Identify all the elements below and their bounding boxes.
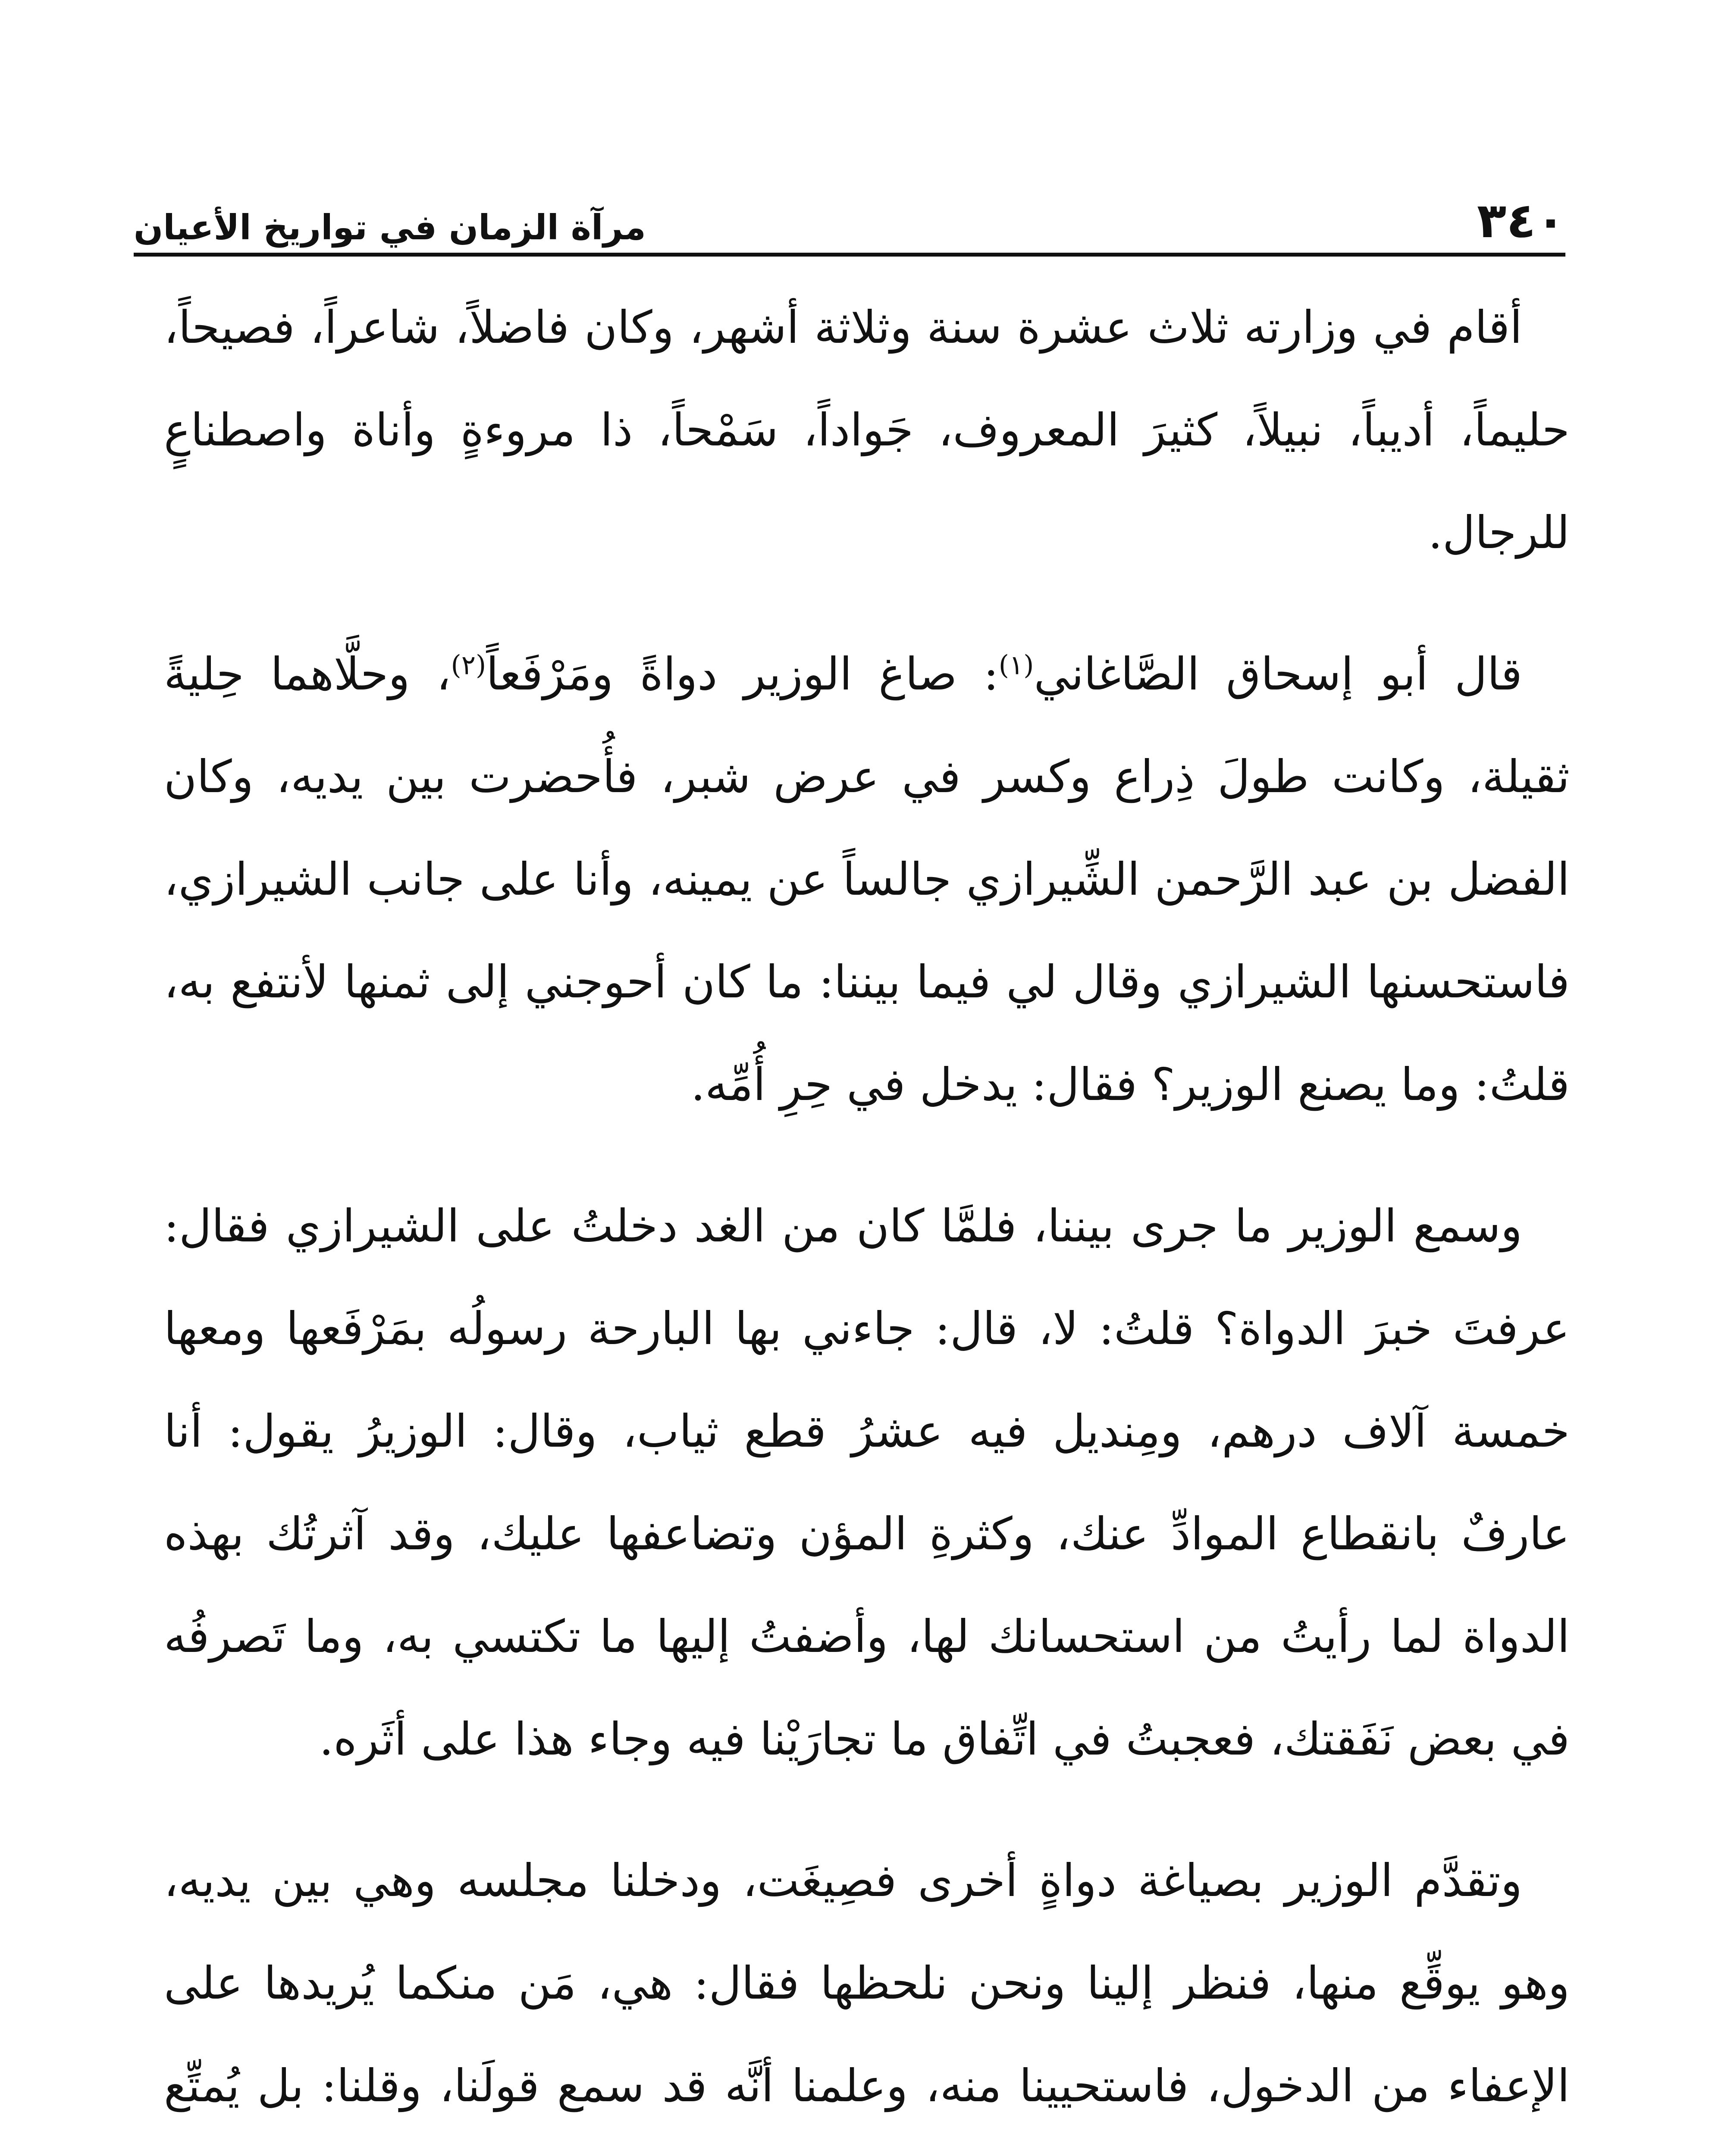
paragraph-text: قال أبو إسحاق الصَّاغاني <box>1034 648 1522 700</box>
page-number: ٣٤٠ <box>1477 193 1565 249</box>
footnote-reference[interactable]: (٢) <box>451 649 486 681</box>
paragraph: وتقدَّم الوزير بصياغة دواةٍ أخرى فصِيغَت، ودخلنا مجلسه وهي بين يديه، وهو يوقِّع منها، فنظر إلينا ونحن نلحظها فقال: هي، مَن منكما يُريدها على الإعفاء من الدخول، فاستحيينا منه، وعلمنا أنَّه قد سمع قولَنا، وقلنا: بل يُمتِّع <box>164 1854 1570 2112</box>
paragraph-text: : صاغ الوزير دواةً ومَرْفَعاً <box>486 648 999 700</box>
page-header <box>134 170 1565 257</box>
main-text <box>164 276 1570 2156</box>
paragraph: وسمع الوزير ما جرى بيننا، فلمَّا كان من الغد دخلتُ على الشيرازي فقال: عرفتَ خبرَ الدواة؟ قلتُ: لا، قال: جاءني بها البارحة رسولُه بمَرْفَعها ومعها خمسة آلاف درهم، ومِنديل فيه عشرُ قطع ثياب، وقال: الوزيرُ يقول: أنا عارفٌ بانقطاع الموادِّ عنك، وكثرةِ المؤن وتضاعفها عليك، وقد آثرتُك بهذه الدواة لما رأيتُ من استحسانك لها، وأضفتُ إليها ما تكتسي به، وما تَصرفُه في بعض نَفَقتك، فعجبتُ في اتِّفاق ما تجارَيْنا فيه وجاء هذا على أثَره. <box>164 1200 1570 1765</box>
running-title: مرآة الزمان في تواريخ الأعيان <box>134 207 646 248</box>
paragraph <box>164 623 1570 1136</box>
footnote-reference[interactable]: (١) <box>998 649 1034 681</box>
paragraph-text: ، وحلَّاهما حِليةً ثقيلة، وكانت طولَ ذِراع وكسر في عرض شبر، فأُحضرت بين يديه، وكان الفضل بن عبد الرَّحمن الشِّيرازي جالساً عن يمينه، وأنا على جانب الشيرازي، فاستحسنها الشيرازي وقال لي فيما بيننا: ما كان أحوجني إلى ثمنها لأنتفع به، قلتُ: وما يصنع الوزير؟ فقال: يدخل في حِرِ أُمِّه. <box>164 648 1570 1111</box>
paragraph: أقام في وزارته ثلاث عشرة سنة وثلاثة أشهر، وكان فاضلاً، شاعراً، فصيحاً، حليماً، أديباً، نبيلاً، كثيرَ المعروف، جَواداً، سَمْحاً، ذا مروءةٍ وأناة واصطناعٍ للرجال. <box>164 301 1570 559</box>
